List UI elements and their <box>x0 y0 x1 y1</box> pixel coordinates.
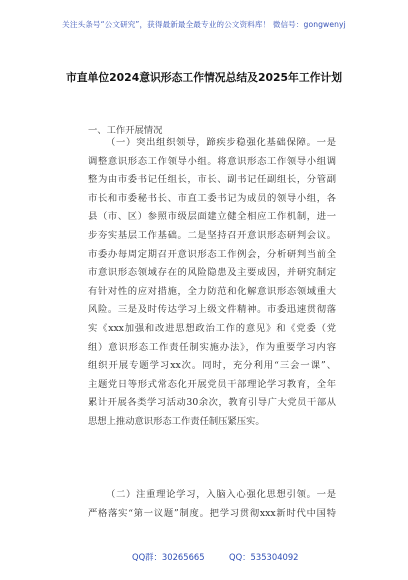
paragraph-2 <box>88 486 336 523</box>
text-line: 市长和市委秘书长、市直工委书记为成员的领导小组，各 <box>88 192 336 204</box>
text-line: 组）意识形态工作责任制实施办法》，作为重要学习内容 <box>88 341 336 353</box>
text-line: 步夯实基层工作基础。二是坚持召开意识形态研判会议。 <box>88 229 336 241</box>
footer-qq-group: QQ群：30265665 <box>132 552 205 562</box>
text-line: 县（市、区）参照市级层面建立健全相应工作机制，进一 <box>88 211 336 223</box>
text-line: 累计开展各类学习活动30余次，教育引导广大党员干部从 <box>88 397 336 409</box>
text-line: （二）注重理论学习，入脑入心强化思想引领。一是 <box>106 489 336 500</box>
text-line: 风险。三是及时传达学习上级文件精神。市委迅速贯彻落 <box>88 304 336 316</box>
top-banner: 关注头条号“公文研究”，获得最新最全最专业的公文资料库！ 微信号：gongwenyj <box>62 20 346 29</box>
text-line: 主题党日等形式常态化开展党员干部理论学习教育，全年 <box>88 378 336 390</box>
text-line: （一）突出组织领导，蹄疾步稳强化基础保障。一是 <box>106 137 336 148</box>
text-line: 整为由市委书记任组长，市长、副书记任副组长，分管副 <box>88 174 336 186</box>
text-line: 严格落实“第一议题”制度。把学习贯彻xxx新时代中国特 <box>88 507 336 519</box>
text-line: 市委办每周定期召开意识形态工作例会，分析研判当前全 <box>88 248 336 260</box>
section-heading: 一、工作开展情况 <box>88 125 163 136</box>
text-line: 调整意识形态工作领导小组。将意识形态工作领导小组调 <box>88 155 336 167</box>
text-line: 思想上推动意识形态工作责任制压紧压实。 <box>88 415 265 427</box>
text-line: 组织开展专题学习xx次。同时，充分利用“三会一课”、 <box>88 360 336 372</box>
text-line: 有针对性的应对措施，全力防范和化解意识形态领域重大 <box>88 285 336 297</box>
text-line: 市意识形态领域存在的风险隐患及主要成因，并研究制定 <box>88 267 336 279</box>
document-title: 市直单位2024意识形态工作情况总结及2025年工作计划 <box>65 71 343 84</box>
footer-qq-number: QQ：535304092 <box>229 552 299 562</box>
paragraph-1 <box>88 134 336 432</box>
text-line: 实《xxx加强和改进思想政治工作的意见》和《党委（党 <box>88 322 336 334</box>
